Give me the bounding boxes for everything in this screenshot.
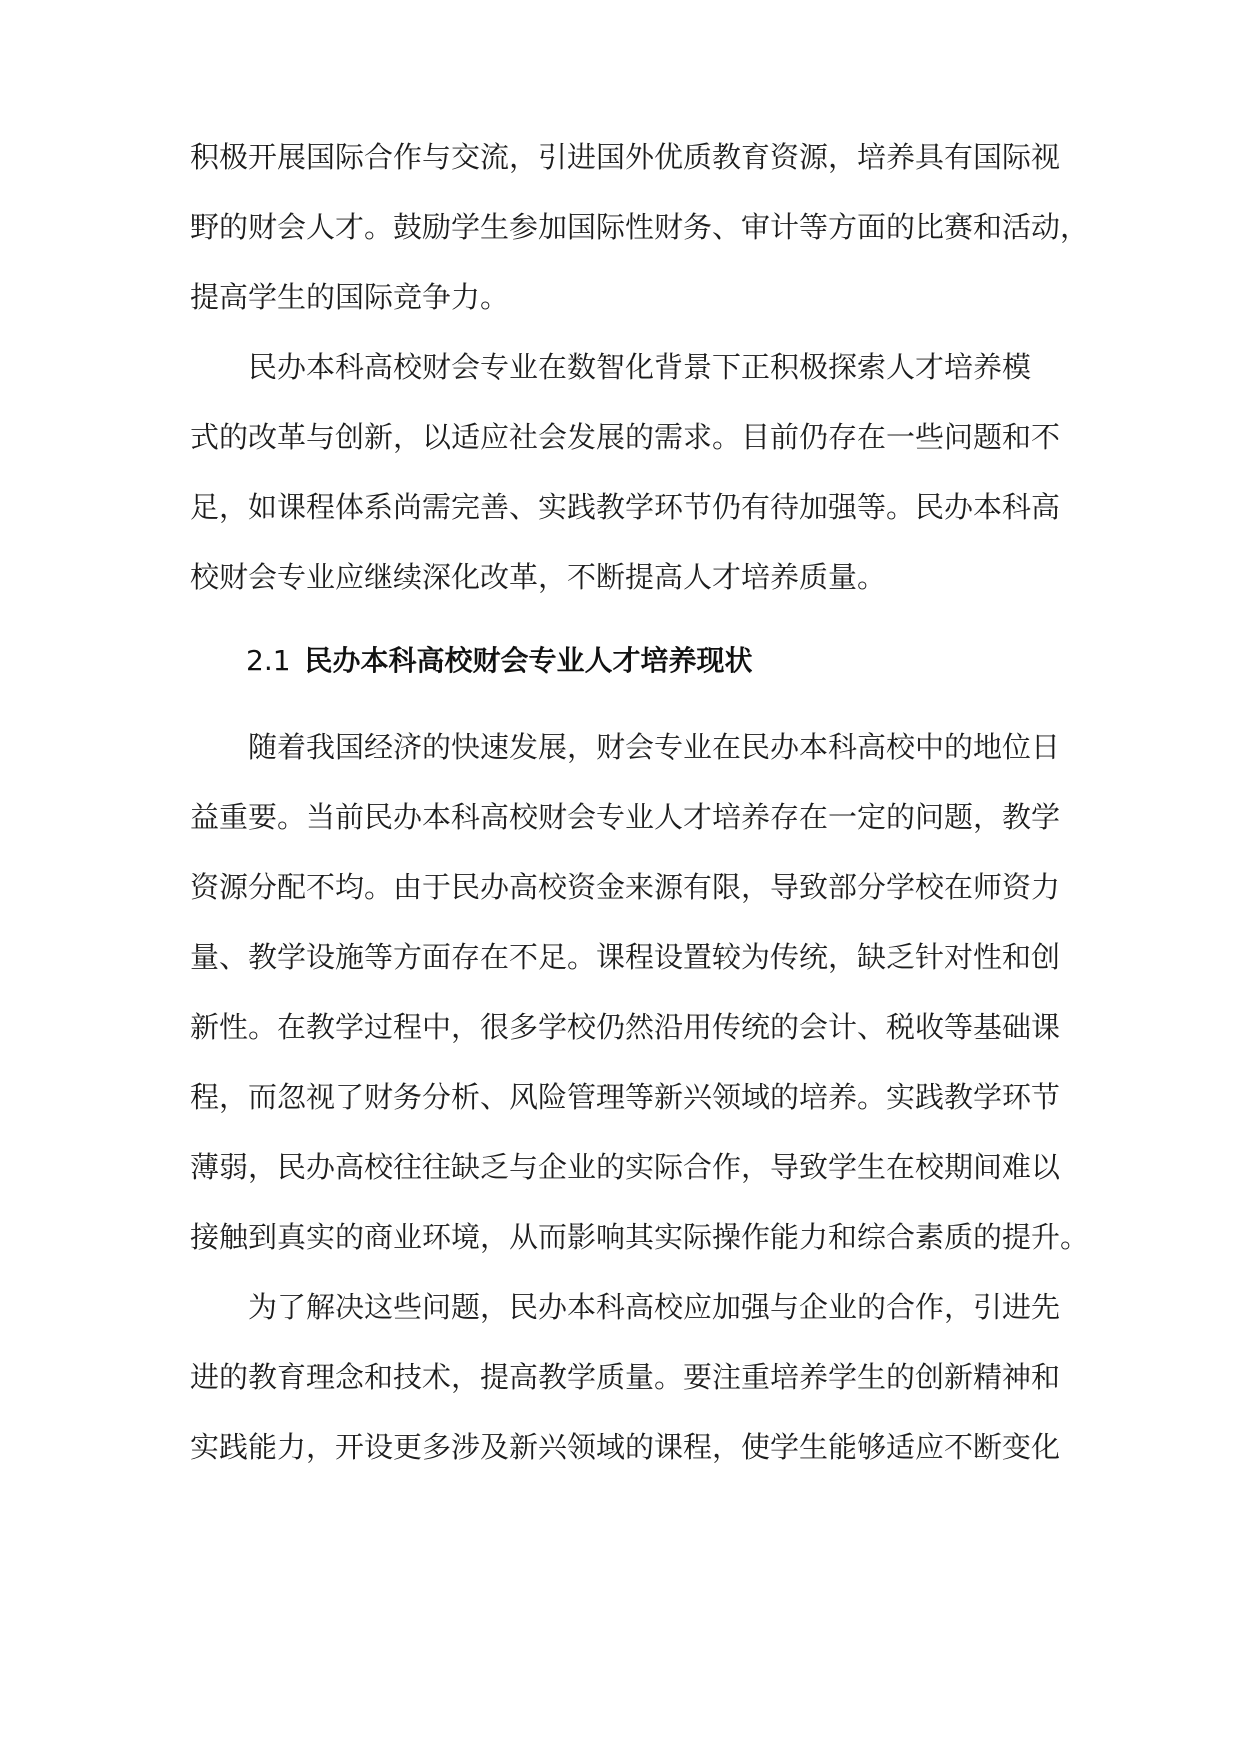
paragraph-line: 薄弱，民办高校往往缺乏与企业的实际合作，导致学生在校期间难以 <box>190 1150 1061 1184</box>
paragraph-line: 校财会专业应继续深化改革，不断提高人才培养质量。 <box>190 560 887 594</box>
paragraph-line: 式的改革与创新，以适应社会发展的需求。目前仍存在一些问题和不 <box>190 420 1061 454</box>
section-number: 2.1 <box>246 644 291 677</box>
paragraph-line: 接触到真实的商业环境，从而影响其实际操作能力和综合素质的提升。 <box>190 1220 1090 1254</box>
paragraph-line: 为了解决这些问题，民办本科高校应加强与企业的合作，引进先 <box>248 1290 1061 1324</box>
paragraph-line: 实践能力，开设更多涉及新兴领域的课程，使学生能够适应不断变化 <box>190 1430 1061 1464</box>
paragraph-line: 野的财会人才。鼓励学生参加国际性财务、审计等方面的比赛和活动， <box>190 210 1090 244</box>
paragraph-line: 民办本科高校财会专业在数智化背景下正积极探索人才培养模 <box>248 350 1032 384</box>
paragraph-line: 进的教育理念和技术，提高教学质量。要注重培养学生的创新精神和 <box>190 1360 1061 1394</box>
paragraph-line: 资源分配不均。由于民办高校资金来源有限，导致部分学校在师资力 <box>190 870 1061 904</box>
paragraph-line: 量、教学设施等方面存在不足。课程设置较为传统，缺乏针对性和创 <box>190 940 1061 974</box>
section-heading <box>246 641 1076 681</box>
paragraph-line: 积极开展国际合作与交流，引进国外优质教育资源，培养具有国际视 <box>190 140 1061 174</box>
paragraph-line: 随着我国经济的快速发展，财会专业在民办本科高校中的地位日 <box>248 730 1061 764</box>
paragraph-line: 提高学生的国际竞争力。 <box>190 280 510 314</box>
paragraph-line: 新性。在教学过程中，很多学校仍然沿用传统的会计、税收等基础课 <box>190 1010 1061 1044</box>
paragraph-line: 益重要。当前民办本科高校财会专业人才培养存在一定的问题，教学 <box>190 800 1061 834</box>
paragraph-line: 程，而忽视了财务分析、风险管理等新兴领域的培养。实践教学环节 <box>190 1080 1061 1114</box>
paragraph-line: 足，如课程体系尚需完善、实践教学环节仍有待加强等。民办本科高 <box>190 490 1061 524</box>
section-title: 民办本科高校财会专业人才培养现状 <box>304 644 753 677</box>
